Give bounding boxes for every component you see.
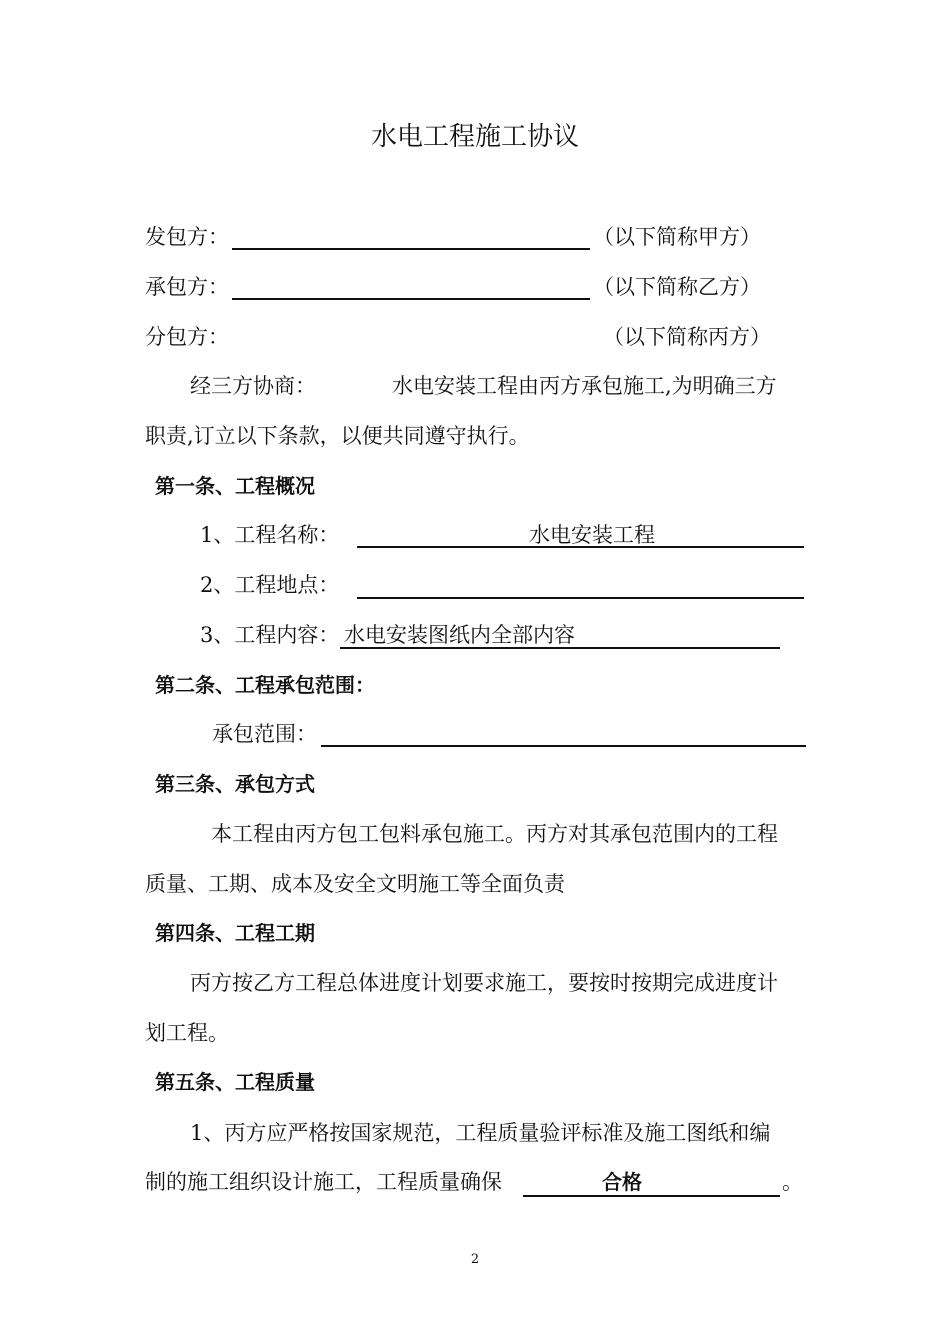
- article5-line2-end: 。: [782, 1170, 803, 1194]
- article5-line2: 制的施工组织设计施工，工程质量确保: [145, 1170, 502, 1194]
- project-content-label: 3、工程内容：: [200, 623, 340, 647]
- project-name-label: 1、工程名称：: [200, 523, 340, 547]
- project-location-blank[interactable]: [357, 597, 804, 599]
- project-content-value: 水电安装图纸内全部内容: [344, 623, 575, 647]
- project-location-label: 2、工程地点：: [200, 573, 340, 597]
- article5-heading: 第五条、工程质量: [155, 1070, 315, 1094]
- subcontractor-label: 分包方：: [145, 325, 229, 349]
- employer-blank[interactable]: [232, 248, 590, 250]
- article1-heading: 第一条、工程概况: [155, 474, 315, 498]
- intro-line1-a: 经三方协商：: [190, 374, 316, 398]
- document-title: 水电工程施工协议: [370, 122, 579, 152]
- article2-heading: 第二条、工程承包范围：: [155, 673, 375, 697]
- article4-heading: 第四条、工程工期: [155, 921, 315, 945]
- page-number: 2: [470, 1252, 480, 1267]
- project-name-value: 水电安装工程: [529, 523, 655, 547]
- article3-line1: 本工程由丙方包工包料承包施工。丙方对其承包范围内的工程: [211, 822, 778, 846]
- intro-line2: 职责,订立以下条款，以便共同遵守执行。: [145, 424, 530, 448]
- article4-line1: 丙方按乙方工程总体进度计划要求施工，要按时按期完成进度计: [190, 971, 778, 995]
- quality-value: 合格: [602, 1170, 642, 1194]
- scope-label: 承包范围：: [212, 722, 317, 746]
- employer-label: 发包方：: [145, 225, 229, 249]
- article3-line2: 质量、工期、成本及安全文明施工等全面负责: [145, 872, 565, 896]
- article4-line2: 划工程。: [145, 1021, 229, 1045]
- contractor-blank[interactable]: [232, 298, 590, 300]
- contractor-note: （以下简称乙方）: [593, 275, 761, 299]
- article5-line1: 1、丙方应严格按国家规范，工程质量验评标准及施工图纸和编: [190, 1121, 771, 1145]
- quality-blank[interactable]: [523, 1195, 780, 1197]
- scope-blank[interactable]: [321, 745, 806, 747]
- article3-heading: 第三条、承包方式: [155, 772, 315, 796]
- employer-note: （以下简称甲方）: [593, 225, 761, 249]
- contractor-label: 承包方：: [145, 275, 229, 299]
- intro-line1-b: 水电安装工程由丙方承包施工,为明确三方: [392, 374, 777, 398]
- subcontractor-note: （以下简称丙方）: [603, 325, 771, 349]
